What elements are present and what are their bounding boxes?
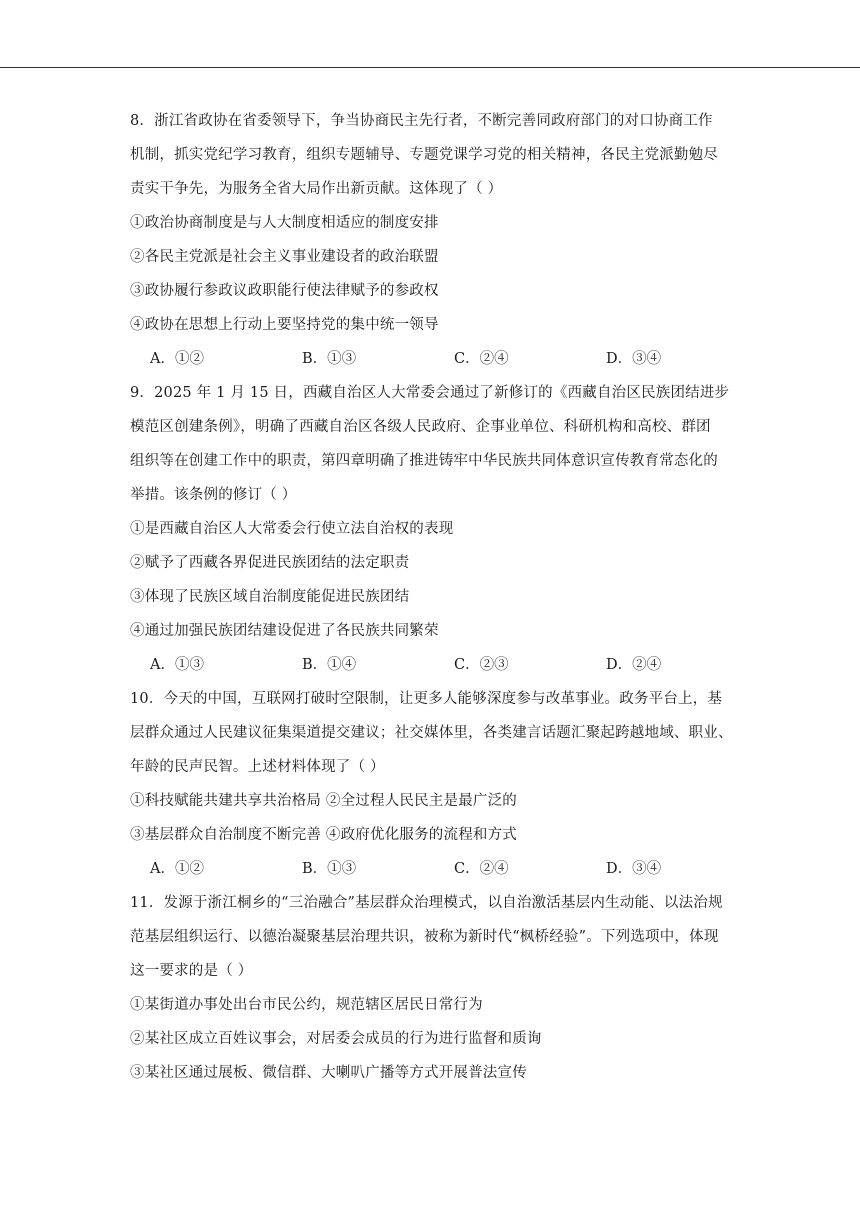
- question-9-stem-line: 举措。该条例的修订（ ）: [130, 487, 297, 503]
- question-9: [130, 376, 770, 682]
- question-8-stem-line: 8．浙江省政协在省委领导下，争当协商民主先行者，不断完善同政府部门的对口协商工作: [130, 113, 713, 129]
- question-10-stem-line: 10．今天的中国，互联网打破时空限制，让更多人能够深度参与改革事业。政务平台上，基: [130, 691, 723, 707]
- question-content: [130, 104, 770, 1090]
- question-9-stem-line: 9．2025 年 1 月 15 日，西藏自治区人大常委会通过了新修订的《西藏自治区民族团结进步: [130, 385, 730, 401]
- choice-d[interactable]: D．③④: [606, 351, 662, 367]
- choice-d[interactable]: D．③④: [606, 861, 662, 877]
- question-11-stem-line: 这一要求的是（ ）: [130, 963, 253, 979]
- choice-a[interactable]: A．①②: [150, 861, 204, 877]
- question-11-stem-line: 11．发源于浙江桐乡的“三治融合”基层群众治理模式，以自治激活基层内生动能、以法治规: [130, 895, 723, 911]
- question-11-option-2: ②某社区成立百姓议事会，对居委会成员的行为进行监督和质询: [130, 1031, 542, 1047]
- choice-d[interactable]: D．②④: [606, 657, 662, 673]
- choice-b[interactable]: B．①③: [302, 861, 357, 877]
- question-8-stem-line: 责实干争先，为服务全省大局作出新贡献。这体现了（ ）: [130, 181, 503, 197]
- choice-c[interactable]: C．②③: [454, 657, 509, 673]
- question-9-stem-line: 模范区创建条例》，明确了西藏自治区各级人民政府、企事业单位、科研机构和高校、群团: [130, 419, 711, 435]
- question-9-option-3: ③体现了民族区域自治制度能促进民族团结: [130, 589, 410, 605]
- question-9-choices: [130, 648, 770, 682]
- question-10-options-row-2: ③基层群众自治制度不断完善 ④政府优化服务的流程和方式: [130, 827, 518, 843]
- question-9-stem-line: 组织等在创建工作中的职责，第四章明确了推进铸牢中华民族共同体意识宣传教育常态化的: [130, 453, 718, 469]
- question-11-stem-line: 范基层组织运行、以德治凝聚基层治理共识，被称为新时代“枫桥经验”。下列选项中，体现: [130, 929, 719, 945]
- header-rule: [0, 67, 860, 68]
- question-9-option-1: ①是西藏自治区人大常委会行使立法自治权的表现: [130, 521, 454, 537]
- choice-b[interactable]: B．①③: [302, 351, 357, 367]
- question-10-choices: [130, 852, 770, 886]
- choice-a[interactable]: A．①②: [150, 351, 204, 367]
- question-10-stem-line: 层群众通过人民建议征集渠道提交建议；社交媒体里，各类建言话题汇聚起跨越地域、职业、: [130, 725, 733, 741]
- question-8-option-2: ②各民主党派是社会主义事业建设者的政治联盟: [130, 249, 439, 265]
- choice-a[interactable]: A．①③: [150, 657, 204, 673]
- question-8-option-4: ④政协在思想上行动上要坚持党的集中统一领导: [130, 317, 439, 333]
- question-8: [130, 104, 770, 376]
- question-8-choices: [130, 342, 770, 376]
- question-10-stem-line: 年龄的民声民智。上述材料体现了（ ）: [130, 759, 385, 775]
- question-10: [130, 682, 770, 886]
- question-9-option-4: ④通过加强民族团结建设促进了各民族共同繁荣: [130, 623, 439, 639]
- question-8-stem-line: 机制，抓实党纪学习教育，组织专题辅导、专题党课学习党的相关精神，各民主党派勤勉尽: [130, 147, 718, 163]
- question-8-option-3: ③政协履行参政议政职能行使法律赋予的参政权: [130, 283, 439, 299]
- question-9-option-2: ②赋予了西藏各界促进民族团结的法定职责: [130, 555, 410, 571]
- choice-c[interactable]: C．②④: [454, 351, 509, 367]
- question-11-option-3: ③某社区通过展板、微信群、大喇叭广播等方式开展普法宣传: [130, 1065, 527, 1081]
- question-11-option-1: ①某街道办事处出台市民公约，规范辖区居民日常行为: [130, 997, 483, 1013]
- choice-b[interactable]: B．①④: [302, 657, 357, 673]
- question-11: [130, 886, 770, 1090]
- question-10-options-row-1: ①科技赋能共建共享共治格局 ②全过程人民民主是最广泛的: [130, 793, 518, 809]
- choice-c[interactable]: C．②④: [454, 861, 509, 877]
- question-8-option-1: ①政治协商制度是与人大制度相适应的制度安排: [130, 215, 439, 231]
